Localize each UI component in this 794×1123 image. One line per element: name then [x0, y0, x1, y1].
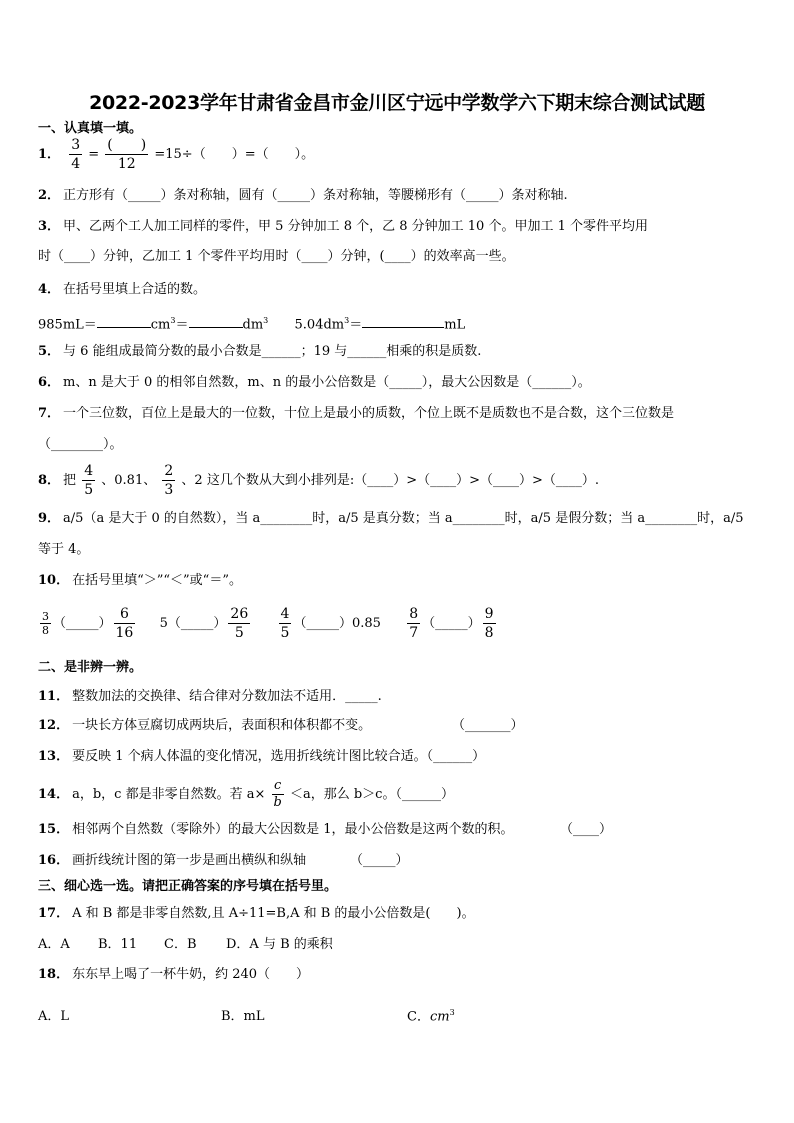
question-5: 5． 与 6 能组成最简分数的最小合数是______；19 与______相乘的积是质数. — [38, 344, 482, 359]
fraction-c-b: $\frac{c}{b}$ — [273, 778, 282, 810]
fraction-4-5: $\frac{4}{5}$ — [84, 463, 94, 498]
question-8: 8． 把 $\frac{4}{5}$ 、0.81、 $\frac{2}{3}$ 、2 这几个数从大到小排列是:（____）>（____）>（____）>（____）. — [38, 463, 600, 498]
answer-blank[interactable]: （_____） — [422, 616, 481, 631]
option-c[interactable]: C．B — [164, 937, 197, 952]
section-2-heading: 二、是非辨一辨。 — [38, 660, 143, 675]
answer-blank[interactable] — [97, 315, 151, 328]
fraction-6-16: $\frac{6}{16}$ — [115, 606, 134, 641]
option-b[interactable]: B．11 — [98, 937, 138, 952]
fraction-blank-12: $\frac{( )}{12}$ — [107, 137, 147, 172]
answer-blank[interactable] — [362, 315, 444, 328]
fraction-26-5: $\frac{26}{5}$ — [230, 606, 249, 641]
question-18: 18． 东东早上喝了一杯牛奶，约 240（ ） — [38, 967, 310, 982]
answer-blank[interactable] — [189, 315, 243, 328]
option-a[interactable]: A．L — [38, 1009, 70, 1025]
question-4: 4． 在括号里填上合适的数。 — [38, 282, 207, 297]
question-9-line-1: 9． a/5（a 是大于 0 的自然数），当 a________时，a/5 是真分数；当 a________时，a/5 是假分数；当 a________时，a/5 — [38, 511, 744, 526]
question-17-options — [38, 936, 333, 954]
answer-blank[interactable]: （_____） — [350, 853, 409, 868]
question-1: 1． $\frac{3}{4}$ = $\frac{( )}{12}$ =15÷（ ）=（ ）。 — [38, 137, 315, 172]
question-11: 11． 整数加法的交换律、结合律对分数加法不适用．_____. — [38, 689, 382, 704]
fraction-4-5: $\frac{4}{5}$ — [280, 606, 290, 641]
question-12: 12． 一块长方体豆腐切成两块后，表面积和体积都不变。 （_______） — [38, 718, 524, 733]
fraction-3-4: $\frac{3}{4}$ — [71, 137, 81, 172]
option-b[interactable]: B．mL — [221, 1009, 265, 1025]
fraction-8-7: $\frac{8}{7}$ — [409, 606, 419, 641]
fraction-9-8: $\frac{9}{8}$ — [484, 606, 494, 641]
question-3-line-2: 时（____）分钟，乙加工 1 个零件平均用时（____）分钟，(____）的效率高一些。 — [38, 249, 515, 264]
page-title: 2022-2023学年甘肃省金昌市金川区宁远中学数学六下期末综合测试试题 — [89, 92, 705, 114]
section-3-heading: 三、细心选一选。请把正确答案的序号填在括号里。 — [38, 879, 338, 894]
answer-blank[interactable]: （_____） — [53, 616, 112, 631]
question-7-line-1: 7． 一个三位数，百位上是最大的一位数，十位上是最小的质数，个位上既不是质数也不是合数，这个三位数是 — [38, 406, 675, 421]
question-2: 2． 正方形有（_____）条对称轴，圆有（_____）条对称轴，等腰梯形有（_____）条对称轴. — [38, 188, 568, 203]
answer-blank[interactable]: （_____） — [293, 616, 352, 631]
question-17: 17． A 和 B 都是非零自然数,且 A÷11=B,A 和 B 的最小公倍数是( )。 — [38, 906, 475, 921]
question-3-line-1: 3． 甲、乙两个工人加工同样的零件，甲 5 分钟加工 8 个，乙 8 分钟加工 10 个。甲加工 1 个零件平均用 — [38, 219, 648, 234]
question-14: 14． a，b，c 都是非零自然数。若 a× $\frac{c}{b}$ ＜a，那么 b＞c。（______） — [38, 778, 454, 810]
option-a[interactable]: A．A — [38, 937, 70, 952]
question-15: 15． 相邻两个自然数（零除外）的最大公因数是 1，最小公倍数是这两个数的积。 （____） — [38, 822, 613, 837]
question-13: 13． 要反映 1 个病人体温的变化情况，选用折线统计图比较合适。（______） — [38, 749, 486, 764]
question-7-line-2: （________）。 — [38, 437, 123, 452]
fraction-2-3: $\frac{2}{3}$ — [164, 463, 174, 498]
section-1-heading: 一、认真填一填。 — [38, 121, 143, 136]
option-c[interactable]: C．$cm^3$ — [407, 1008, 455, 1025]
fraction-3-8: $\frac{3}{8}$ — [42, 610, 49, 637]
question-9-line-2: 等于 4。 — [38, 542, 90, 557]
question-18-options — [38, 1004, 455, 1026]
question-4-answer-row: $985mL= cm^3= dm^3$ $5.04dm^3=$ mL — [38, 316, 466, 333]
answer-blank[interactable]: （_______） — [452, 718, 524, 733]
question-10: 10． 在括号里填“＞”“＜”或“＝”。 — [38, 573, 242, 588]
answer-blank[interactable]: （____） — [560, 822, 613, 837]
option-d[interactable]: D．A 与 B 的乘积 — [226, 937, 333, 952]
question-10-comparisons: $\frac{3}{8}$ （_____） $\frac{6}{16}$ 5（_____） $\frac{26}{5}$ $\frac{4}{5}$ （_____）0.85 $\frac{8}{7}$ （_____） $\frac{9}{8}$ — [42, 606, 494, 641]
answer-blank[interactable]: （_____） — [167, 616, 227, 631]
question-6: 6． m、n 是大于 0 的相邻自然数，m、n 的最小公倍数是（_____），最大公因数是（______）。 — [38, 375, 591, 390]
question-16: 16． 画折线统计图的第一步是画出横纵和纵轴 （_____） — [38, 853, 409, 868]
